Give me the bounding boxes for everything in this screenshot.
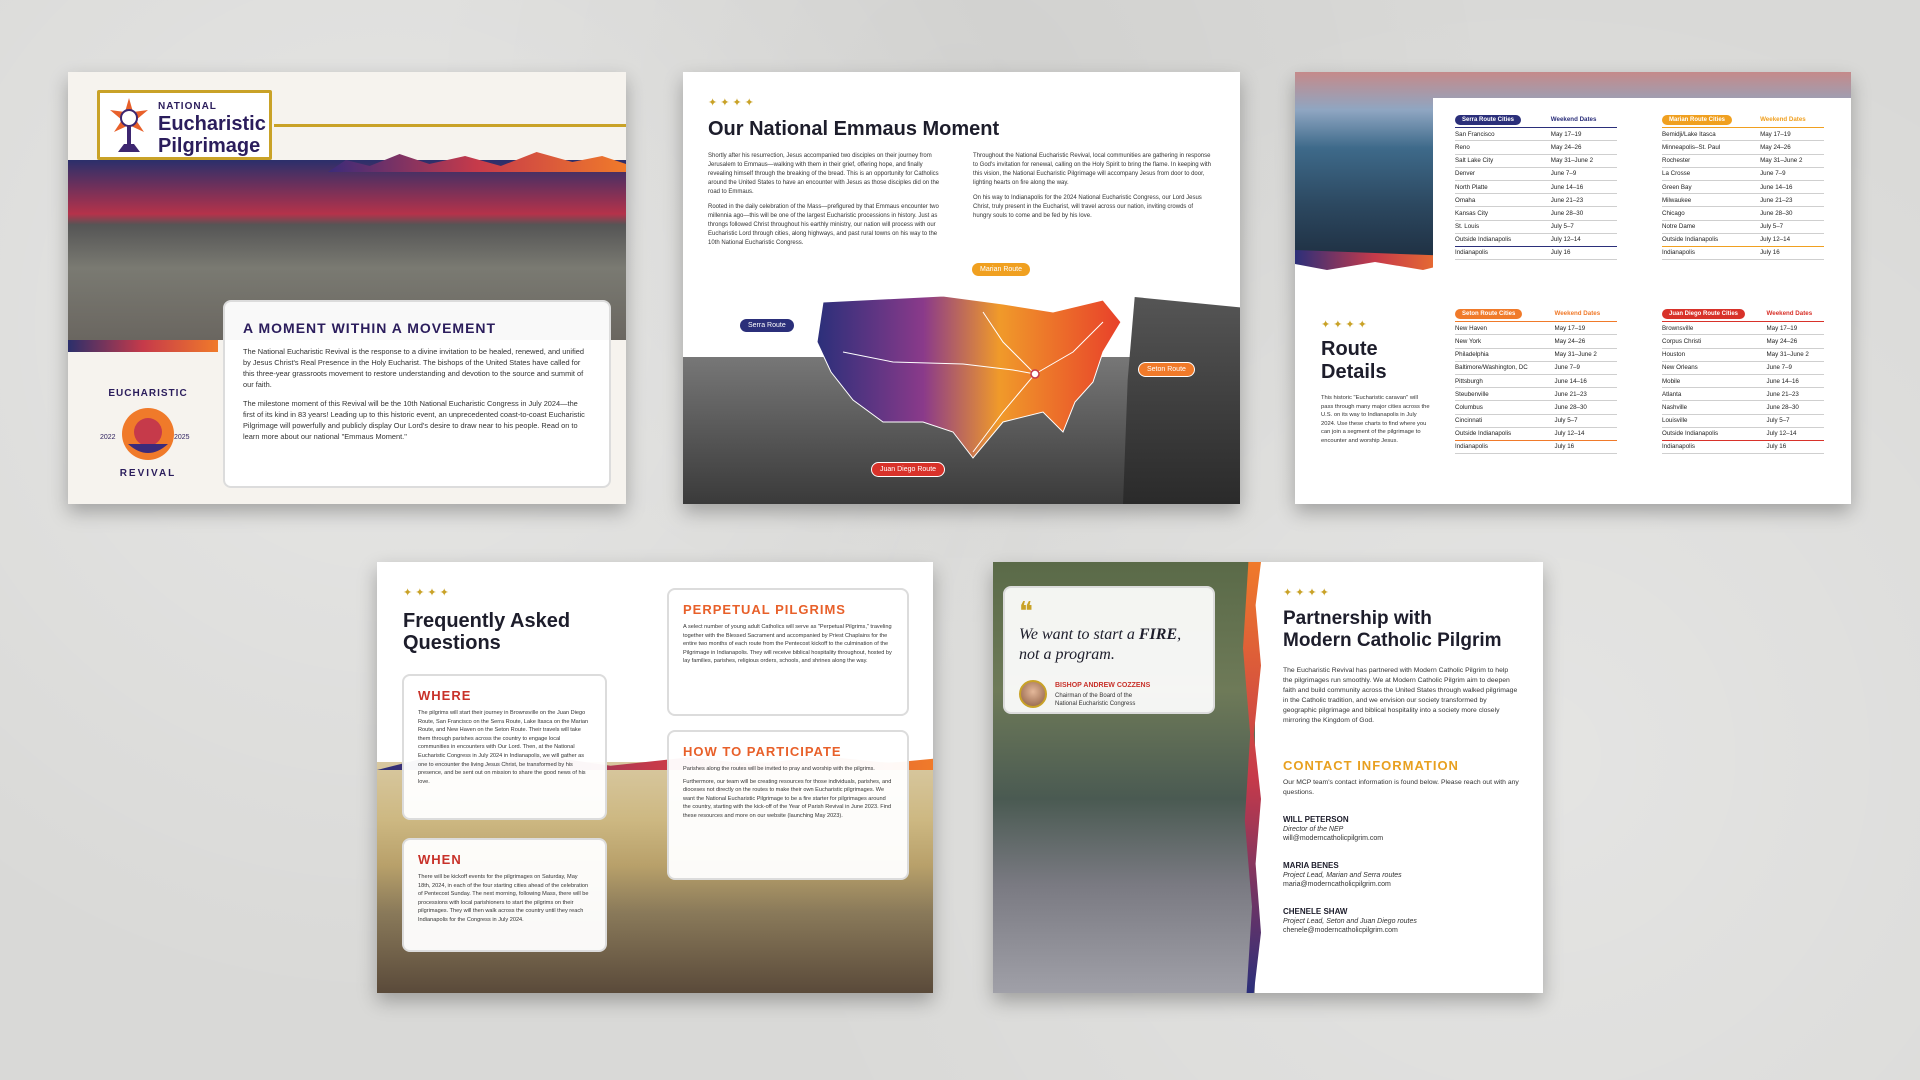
serra-date-header: Weekend Dates [1551,112,1617,128]
date-cell: May 31–June 2 [1767,348,1824,361]
city-cell: Mobile [1662,374,1767,387]
contact-2-role: Project Lead, Marian and Serra routes [1283,872,1402,879]
route-details-title-2: Details [1321,361,1387,383]
contact-1 [1283,815,1523,842]
table-row [1455,335,1617,348]
city-cell: Notre Dame [1662,220,1760,233]
date-cell: June 21–23 [1551,194,1617,207]
seton-table [1455,306,1617,454]
panel-partnership [993,562,1543,993]
contact-3-role: Project Lead, Seton and Juan Diego routes [1283,918,1417,925]
table-row [1455,220,1617,233]
table-row [1455,427,1617,440]
seton-header: Seton Route Cities [1455,309,1522,319]
city-cell: Indianapolis [1662,246,1760,259]
city-cell: St. Louis [1455,220,1551,233]
city-cell: Omaha [1455,194,1551,207]
city-cell: Minneapolis–St. Paul [1662,141,1760,154]
table-row [1455,154,1617,167]
seal-year-start: 2022 [100,434,116,441]
quote-part-1: We want to start a [1019,626,1139,643]
emmaus-col1-p1: Shortly after his resurrection, Jesus accompanied two disciples on their journey from Jerusalem to Emmaus—walking with them in their grief, offering hope, and finally revealing himself through the breaking of the bread. This is an opportunity for Catholics around the United States to have an encounter with Jesus as those disciples did on the road to Emmaus. [708,153,940,195]
logo-eucharistic: Eucharistic [158,113,266,135]
panel-route-details [1295,72,1851,504]
table-row [1662,194,1824,207]
city-cell: New Haven [1455,322,1555,335]
city-cell: Denver [1455,167,1551,180]
bishop-name: BISHOP ANDREW COZZENS [1055,682,1151,689]
bishop-title-1: Chairman of the Board of the [1055,693,1133,699]
date-cell: May 17–19 [1767,322,1824,335]
city-cell: Philadelphia [1455,348,1555,361]
dots-ornament: ✦✦✦✦ [708,97,757,109]
date-cell: May 17–19 [1555,322,1617,335]
city-cell: Columbus [1455,401,1555,414]
contact-1-role: Director of the NEP [1283,826,1344,833]
table-row [1662,180,1824,193]
faq-perpetual-card [667,588,909,716]
city-cell: New Orleans [1662,361,1767,374]
table-row [1662,220,1824,233]
quote-part-2: , [1177,626,1182,643]
quote-line-2: not a program. [1019,646,1115,663]
emmaus-title: Our National Emmaus Moment [708,118,1000,140]
city-cell: Outside Indianapolis [1455,427,1555,440]
intro-card-p1: The National Eucharistic Revival is the response to a divine invitation to be healed, renewed, and unified by Jesus Christ's Real Presence in the Holy Eucharist. The bishops of the United States have called for this three-year grassroots movement to restore understanding and devotion to the source and summit of our faith. [243,347,584,389]
date-cell: July 16 [1767,440,1824,453]
dots-ornament: ✦✦✦✦ [1283,587,1332,599]
date-cell: May 24–26 [1767,335,1824,348]
revival-seal [98,384,198,484]
contact-1-name: WILL PETERSON [1283,815,1349,824]
faq-where-card [402,674,607,820]
table-row [1662,374,1824,387]
faq-when-card [402,838,607,952]
date-cell: July 5–7 [1551,220,1617,233]
date-cell: May 24–26 [1760,141,1824,154]
date-cell: June 7–9 [1551,167,1617,180]
route-details-title-1: Route [1321,338,1378,360]
bishop-avatar [1019,680,1047,708]
emmaus-col1-p2: Rooted in the daily celebration of the Mass—prefigured by that Emmaus encounter two millennia ago—this will be one of the largest Eucharistic processions in history. Just as throngs followed Christ throughout his earthly ministry, our nation will process with our Eucharistic Lord through cities, along highways, and past rural towns on his way to the 10th National Eucharistic Congress. [708,204,939,246]
panel-emmaus [683,72,1240,504]
date-cell: June 7–9 [1555,361,1617,374]
route-label-marian: Marian Route [971,262,1031,277]
intro-card-p2: The milestone moment of this Revival will be the 10th National Eucharistic Congress in July 2024—the first of its kind in 83 years! Leading up to this historic event, an unprecedented coast-to-coast Eucharistic Pilgrimage will powerfully and publicly display Our Lord's desire to draw near to his people. Read on to learn more about our national "Emmaus Moment." [243,399,585,441]
date-cell: July 12–14 [1551,233,1617,246]
city-cell: Outside Indianapolis [1455,233,1551,246]
serra-header: Serra Route Cities [1455,115,1521,125]
city-cell: Bemidji/Lake Itasca [1662,128,1760,141]
date-cell: May 17–19 [1760,128,1824,141]
city-cell: Baltimore/Washington, DC [1455,361,1555,374]
table-row [1662,128,1824,141]
city-cell: Indianapolis [1662,440,1767,453]
city-cell: Reno [1455,141,1551,154]
date-cell: July 12–14 [1760,233,1824,246]
marian-header: Marian Route Cities [1662,115,1732,125]
juan-diego-table [1662,306,1824,454]
contact-2-name: MARIA BENES [1283,861,1339,870]
city-cell: Corpus Christi [1662,335,1767,348]
quote-card [1003,586,1215,714]
city-cell: Louisville [1662,414,1767,427]
table-row [1662,388,1824,401]
faq-title-1: Frequently Asked [403,610,571,632]
table-row [1455,128,1617,141]
faq-when-title: WHEN [418,852,462,867]
table-row [1455,180,1617,193]
table-row [1455,246,1617,259]
date-cell: June 28–30 [1551,207,1617,220]
serra-table [1455,112,1617,260]
intro-card [223,300,611,488]
date-cell: July 16 [1555,440,1617,453]
date-cell: June 21–23 [1760,194,1824,207]
table-row [1455,414,1617,427]
seal-year-end: 2025 [174,434,190,441]
emmaus-col-1 [708,152,948,248]
city-cell: Pittsburgh [1455,374,1555,387]
city-cell: Outside Indianapolis [1662,427,1767,440]
city-cell: Green Bay [1662,180,1760,193]
date-cell: June 14–16 [1555,374,1617,387]
date-cell: June 7–9 [1760,167,1824,180]
table-row [1455,374,1617,387]
quote-mark-icon: ❝ [1019,596,1033,626]
date-cell: June 21–23 [1767,388,1824,401]
city-cell: Nashville [1662,401,1767,414]
seton-date-header: Weekend Dates [1555,306,1617,322]
date-cell: July 16 [1551,246,1617,259]
monstrance-icon [106,96,152,156]
table-row [1455,167,1617,180]
date-cell: July 12–14 [1555,427,1617,440]
table-row [1455,141,1617,154]
table-row [1455,233,1617,246]
city-cell: Chicago [1662,207,1760,220]
date-cell: June 21–23 [1555,388,1617,401]
bishop-title-2: National Eucharistic Congress [1055,701,1136,707]
date-cell: June 28–30 [1555,401,1617,414]
table-row [1662,440,1824,453]
partnership-title-1: Partnership with [1283,608,1432,629]
route-label-juan-diego: Juan Diego Route [871,462,945,477]
city-cell: Steubenville [1455,388,1555,401]
date-cell: June 28–30 [1760,207,1824,220]
date-cell: July 5–7 [1555,414,1617,427]
faq-perpetual-title: PERPETUAL PILGRIMS [683,602,846,617]
quote-fire: FIRE [1138,626,1178,643]
partnership-title-2: Modern Catholic Pilgrim [1283,630,1502,651]
date-cell: May 17–19 [1551,128,1617,141]
faq-where-title: WHERE [418,688,472,703]
table-row [1455,348,1617,361]
panel-faq [377,562,933,993]
table-row [1662,401,1824,414]
emmaus-col2-p1: Throughout the National Eucharistic Revival, local communities are gathering in response to God's invitation for renewal, calling on the Holy Spirit to bring the flame. In keeping with this vision, the National Eucharistic Pilgrimage will accompany Jesus from door to door, lighting hearts on fire along the way. [973,153,1211,186]
seal-top: EUCHARISTIC [108,388,188,399]
city-cell: Kansas City [1455,207,1551,220]
city-cell: San Francisco [1455,128,1551,141]
table-row [1662,348,1824,361]
faq-participate-title: HOW TO PARTICIPATE [683,744,842,759]
date-cell: June 7–9 [1767,361,1824,374]
table-row [1455,401,1617,414]
route-label-serra: Serra Route [739,318,795,333]
city-cell: Cincinnati [1455,414,1555,427]
date-cell: May 24–26 [1551,141,1617,154]
table-row [1662,207,1824,220]
city-cell: Atlanta [1662,388,1767,401]
city-cell: Indianapolis [1455,246,1551,259]
contact-1-email[interactable]: will@moderncatholicpilgrim.com [1283,835,1384,842]
juan-diego-date-header: Weekend Dates [1767,306,1824,322]
quote-line-1 [1019,626,1199,644]
emmaus-col-2 [973,152,1213,221]
date-cell: June 14–16 [1551,180,1617,193]
juan-diego-header: Juan Diego Route Cities [1662,309,1745,319]
seal-bottom: REVIVAL [119,468,177,479]
contact-title: CONTACT INFORMATION [1283,758,1459,773]
city-cell: Milwaukee [1662,194,1760,207]
logo-national: NATIONAL [158,101,217,112]
table-row [1662,427,1824,440]
table-row [1662,141,1824,154]
us-map [803,282,1143,462]
intro-card-title: A MOMENT WITHIN A MOVEMENT [243,320,497,336]
partnership-body: The Eucharistic Revival has partnered with Modern Catholic Pilgrim to help the pilgrimages run smoothly. We at Modern Catholic Pilgrim aim to deepen faith and build community across the United States through walked pilgrimage in the Catholic tradition, and we envision our society transformed by geographic pilgrimage and biblical hospitality into a society more closely mirroring the Kingdom of God. [1283,667,1518,724]
faq-perpetual-body: A select number of young adult Catholics will serve as "Perpetual Pilgrims," traveling together with the Blessed Sacrament and accompanied by Priest Chaplains for the entire two months of each route from the Pentecost kickoff to the culmination of the Pilgrimage in Indianapolis. They will receive biblical hospitality throughout, hosted by lay families, parishes, religious orders, schools, and shrines along the way. [683,624,892,665]
table-row [1455,361,1617,374]
date-cell: May 31–June 2 [1760,154,1824,167]
table-row [1662,167,1824,180]
contact-3-email[interactable]: chenele@moderncatholicpilgrim.com [1283,927,1398,934]
table-row [1662,246,1824,259]
contact-2 [1283,861,1523,888]
faq-title-2: Questions [403,632,501,654]
contact-body: Our MCP team's contact information is found below. Please reach out with any questions. [1283,779,1519,796]
date-cell: May 31–June 2 [1555,348,1617,361]
panel-intro [68,72,626,504]
contact-2-email[interactable]: maria@moderncatholicpilgrim.com [1283,881,1391,888]
emmaus-col2-p2: On his way to Indianapolis for the 2024 National Eucharistic Congress, our Lord Jesus Christ, truly present in the Eucharist, will travel across our nation, inviting crowds of hungry souls to come and be fed by his love. [973,195,1202,219]
date-cell: June 28–30 [1767,401,1824,414]
city-cell: Indianapolis [1455,440,1555,453]
faq-participate-body-1: Parishes along the routes will be invited to pray and worship with the pilgrims. [683,766,875,772]
marian-date-header: Weekend Dates [1760,112,1824,128]
city-cell: Houston [1662,348,1767,361]
city-cell: Salt Lake City [1455,154,1551,167]
date-cell: May 31–June 2 [1551,154,1617,167]
table-row [1662,233,1824,246]
table-row [1455,388,1617,401]
logo-pilgrimage: Pilgrimage [158,135,261,157]
pilgrimage-logo [97,90,272,160]
city-cell: Brownsville [1662,322,1767,335]
table-row [1662,361,1824,374]
table-row [1455,440,1617,453]
city-cell: New York [1455,335,1555,348]
date-cell: June 14–16 [1767,374,1824,387]
city-cell: North Platte [1455,180,1551,193]
table-row [1455,322,1617,335]
marian-table [1662,112,1824,260]
faq-participate-card [667,730,909,880]
date-cell: July 5–7 [1767,414,1824,427]
gold-rule [274,124,626,127]
date-cell: July 16 [1760,246,1824,259]
city-cell: La Crosse [1662,167,1760,180]
table-row [1662,322,1824,335]
dots-ornament: ✦✦✦✦ [1321,319,1370,331]
table-row [1455,194,1617,207]
faq-when-body: There will be kickoff events for the pilgrimages on Saturday, May 18th, 2024, in each of the four starting cities ahead of the celebration of Pentecost Sunday. The next morning, following Mass, there will be processions with local parishioners to start the pilgrims on their pilgrimages. They will then walk across the country until they reach Indianapolis for the Congress in July 2024. [418,874,589,923]
date-cell: June 14–16 [1760,180,1824,193]
city-cell: Outside Indianapolis [1662,233,1760,246]
date-cell: July 12–14 [1767,427,1824,440]
faq-where-body: The pilgrims will start their journey in Brownsville on the Juan Diego Route, San Francisco on the Serra Route, Lake Itasca on the Marian Route, and New Haven on the Seton Route. Their travels will take them through parishes across the country to engage local communities in encounters with Our Lord. Then, at the National Eucharistic Congress in July 2024 in Indianapolis, we will gather as one to encounter the living Jesus Christ, be transformed by his presence, and be sent out on mission to share the good news of his love. [418,710,589,785]
faq-participate-body-2: Furthermore, our team will be creating resources for those individuals, parishes, and dioceses not directly on the routes to make their own Eucharistic pilgrimages. We want the National Eucharistic Pilgrimage to be a fire starter for pilgrimages around the country, starting with the kick-off of the Year of Parish Revival in June 2023. Find these resources and more on our website (launching May 2023). [683,778,892,819]
contact-3-name: CHENELE SHAW [1283,907,1348,916]
city-cell: Rochester [1662,154,1760,167]
date-cell: July 5–7 [1760,220,1824,233]
table-row [1455,207,1617,220]
dots-ornament: ✦✦✦✦ [403,587,452,599]
contact-3 [1283,907,1523,934]
date-cell: May 24–26 [1555,335,1617,348]
route-label-seton: Seton Route [1138,362,1195,377]
left-band [68,340,218,352]
table-row [1662,335,1824,348]
table-row [1662,154,1824,167]
route-details-desc: This historic "Eucharistic caravan" will pass through many major cities across the U.S. on its way to Indianapolis in July 2024. Use these charts to find where you can join a segment of the pilgrimage to encounter and worship Jesus. [1321,395,1430,444]
table-row [1662,414,1824,427]
